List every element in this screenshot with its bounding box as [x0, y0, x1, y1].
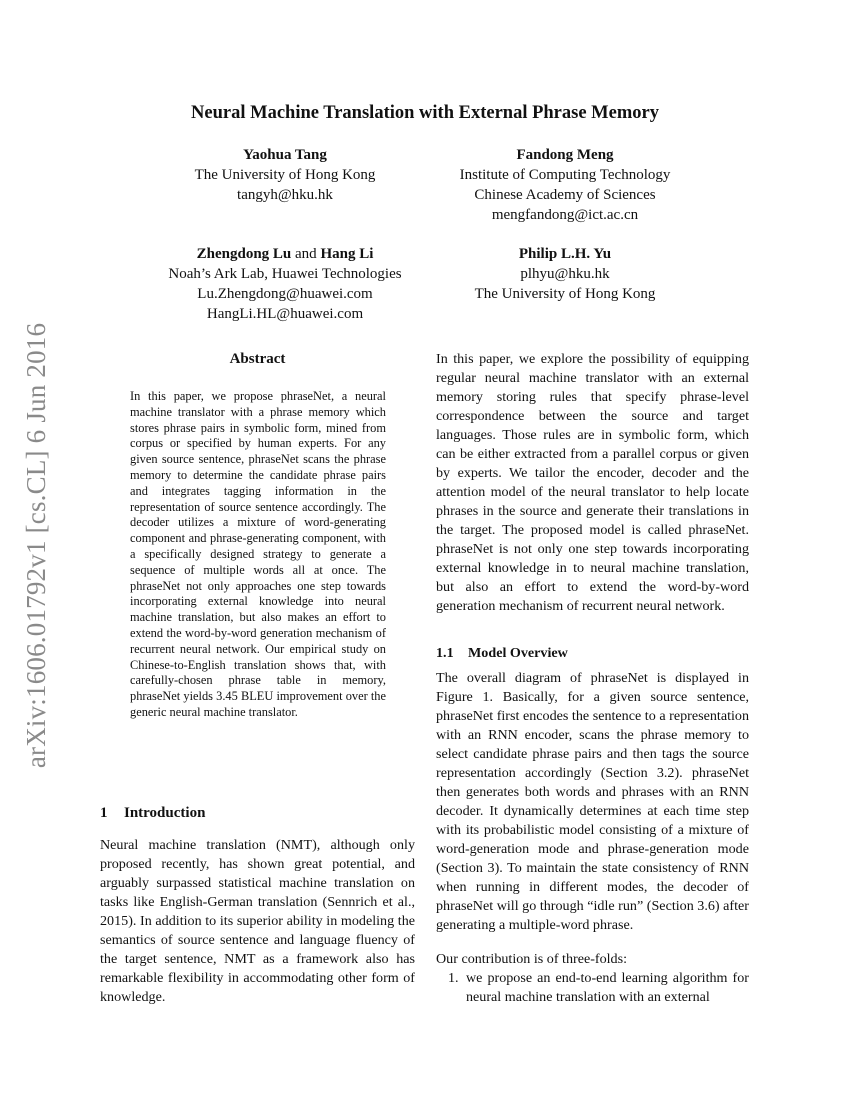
author-fandong-meng [430, 145, 700, 225]
author-email: tangyh@hku.hk [237, 187, 333, 203]
author-affiliation: The University of Hong Kong [474, 286, 656, 302]
author-lu-and-li [140, 244, 430, 324]
section-title: Introduction [124, 805, 206, 821]
arxiv-stamp-text: arXiv:1606.01792v1 [cs.CL] 6 Jun 2016 [21, 322, 52, 768]
author-affiliation: Noah’s Ark Lab, Huawei Technologies [168, 266, 402, 282]
author-name: Philip L.H. Yu [518, 246, 612, 262]
author-affiliation: Institute of Computing Technology [459, 167, 671, 183]
author-email: mengfandong@ict.ac.cn [491, 207, 639, 223]
author-name: Hang Li [320, 246, 374, 262]
section-heading-introduction [100, 805, 415, 822]
contribution-intro: Our contribution is of three-folds: [436, 951, 628, 967]
author-email: HangLi.HL@huawei.com [206, 306, 364, 322]
contribution-list [436, 969, 749, 1007]
subsection-title: Model Overview [468, 645, 568, 661]
author-philip-yu [430, 244, 700, 304]
list-item [436, 969, 749, 1007]
author-email: Lu.Zhengdong@huawei.com [197, 286, 373, 302]
author-name: Yaohua Tang [243, 147, 327, 163]
abstract-text: In this paper, we propose phraseNet, a neural machine translator with a phrase memory which stores phrase pairs in symbolic form, mined from corpus or specified by human experts. For any given source sentence, phraseNet scans the phrase memory to determine the candidate phrase pairs and integrates tagging information in the representation of source sentence accordingly. The decoder utilizes a mixture of word-generating component and phrase-generating component, with a specifically designed strategy to generate a sequence of multiple words all at once. The phraseNet not only approaches one step towards incorporating external knowledge into neural machine translation, but also makes an effort to extend the word-by-word generation mechanism of recurrent neural network. Our empirical study on Chinese-to-English translation shows that, with carefully-chosen phrase table in memory, phraseNet yields 3.45 BLEU improvement over the generic neural machine translator. [130, 389, 386, 719]
paper-title: Neural Machine Translation with External Phrase Memory [191, 103, 659, 123]
introduction-paragraph: Neural machine translation (NMT), although only proposed recently, has shown great potential, and arguably surpassed statistical machine translation on tasks like English-German translation (Sennrich et al., 2015). In addition to its superior ability in modeling the semantics of source sentence and language fluency of the target sentence, NMT as a framework also has remarkable flexibility in accommodating other form of knowledge. [100, 837, 415, 1005]
author-affiliation: The University of Hong Kong [194, 167, 376, 183]
author-conjunction: and [295, 246, 317, 262]
arxiv-stamp [12, 300, 62, 790]
author-name: Zhengdong Lu [196, 246, 292, 262]
subsection-heading-model-overview [436, 645, 749, 662]
list-marker: 1. [448, 970, 459, 986]
model-overview-paragraph: The overall diagram of phraseNet is displayed in Figure 1. Basically, for a given source sentence, phraseNet first encodes the sentence to a representation with an RNN encoder, scans the phrase memory to select candidate phrase pairs and then tags the source representation accordingly (Section 3.2). phraseNet then generates both words and phrases with an RNN decoder. It dynamically determines at each time step with its probabilistic model consisting of a mixture of word-generation mode and phrase-generation mode (Section 3). To maintain the state consistency of RNN when running in different modes, the decoder of phraseNet will go through “idle run” (Section 3.6) after generating a multiple-word phrase. [436, 670, 749, 933]
author-yaohua-tang [150, 145, 420, 205]
subsection-number: 1.1 [436, 645, 454, 661]
author-names [140, 244, 430, 264]
section-number: 1 [100, 805, 108, 821]
author-name: Fandong Meng [516, 147, 614, 163]
right-column-paragraph: In this paper, we explore the possibility of equipping regular neural machine translator with an external memory storing rules that specify phrase-level correspondence between the source and target languages. Those rules are in symbolic form, which can be either extracted from a parallel corpus or given by experts. We tailor the encoder, decoder and the attention model of the neural translator to help locate phrases in the source and generate their translations in the target. The proposed model is called phraseNet. phraseNet is not only one step towards incorporating external knowledge in to neural machine translation, but also an effort to extend the word-by-word generation mechanism of recurrent neural network. [436, 351, 749, 614]
author-affiliation: Chinese Academy of Sciences [474, 187, 656, 203]
list-item-text: we propose an end-to-end learning algorithm for neural machine translation with an external [466, 970, 749, 1005]
abstract-heading: Abstract [229, 351, 286, 367]
author-email: plhyu@hku.hk [520, 266, 610, 282]
